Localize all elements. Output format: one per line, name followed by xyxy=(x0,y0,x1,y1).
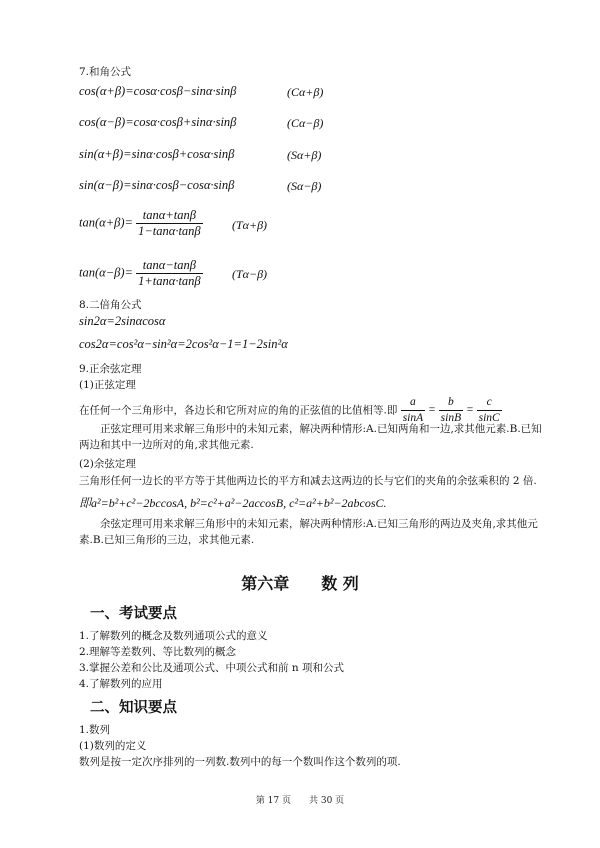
section-7-title: 7.和角公式 xyxy=(79,66,132,78)
exam-item-4: 4.了解数列的应用 xyxy=(79,678,163,690)
formula-sin-diff: sin(α−β)=sinα·cosβ−cosα·sinβ xyxy=(79,178,235,192)
knowledge-item-1: 1.数列 xyxy=(79,724,111,736)
sine-law-formula xyxy=(401,396,502,424)
formula-sin-diff-tag: (Sα−β) xyxy=(287,179,322,193)
knowledge-item-1-sub: (1)数列的定义 xyxy=(79,740,147,752)
sine-law-sinB: sinB xyxy=(440,412,462,424)
formula-tan-sum-lhs: tan(α+β)= xyxy=(79,215,133,230)
sine-law-sinA: sinA xyxy=(402,412,424,424)
formula-tan-diff xyxy=(79,258,203,289)
formula-tan-diff-tag: (Tα−β) xyxy=(232,267,268,281)
formula-cos-double: cos2α=cos²α−sin²α=2cos²α−1=1−2sin²α xyxy=(79,337,288,351)
section-8-title: 8.二倍角公式 xyxy=(79,299,142,311)
formula-tan-sum-denominator: 1−tanα·tanβ xyxy=(138,224,201,238)
knowledge-points-heading: 二、知识要点 xyxy=(90,700,177,716)
cosine-law-statement: 三角形任何一边长的平方等于其他两边长的平方和减去这两边的长与它们的夹角的余弦乘积的 2 倍. xyxy=(79,475,537,487)
page-footer: 第 17 页 共 30 页 xyxy=(255,796,345,806)
sine-law-intro: 在任何一个三角形中，各边长和它所对应的角的正弦值的比值相等.即 xyxy=(79,404,398,417)
formula-tan-diff-denominator: 1+tanα·tanβ xyxy=(138,274,201,288)
formula-cos-diff-tag: (Cα−β) xyxy=(287,116,324,130)
exam-item-3: 3.掌握公差和公比及通项公式、中项公式和前 n 项和公式 xyxy=(79,662,344,674)
sine-law-a: a xyxy=(401,395,425,411)
formula-tan-sum-fraction xyxy=(136,208,203,239)
exam-item-1: 1.了解数列的概念及数列通项公式的意义 xyxy=(79,630,268,642)
formula-tan-sum-numerator: tanα+tanβ xyxy=(136,208,203,224)
formula-sin-sum: sin(α+β)=sinα·cosβ+cosα·sinβ xyxy=(79,147,235,161)
formula-tan-sum xyxy=(79,208,203,239)
exam-item-2: 2.理解等差数列、等比数列的概念 xyxy=(79,646,237,658)
cosine-law-formula: 即a²=b²+c²−2bccosA, b²=c²+a²−2accosB, c²=a²+b²−2abcosC. xyxy=(79,496,387,510)
formula-tan-sum-tag: (Tα+β) xyxy=(232,218,268,232)
formula-tan-diff-lhs: tan(α−β)= xyxy=(79,265,133,280)
chapter-title: 第六章 数 列 xyxy=(241,574,359,593)
formula-sin-double: sin2α=2sinαcosα xyxy=(79,314,166,328)
cosine-law-heading: (2)余弦定理 xyxy=(79,458,136,470)
formula-tan-diff-fraction xyxy=(136,258,203,289)
sine-law-sinC: sinC xyxy=(478,412,500,424)
sine-law-heading: (1)正弦定理 xyxy=(79,379,136,391)
sequence-definition: 数列是按一定次序排列的一列数.数列中的每一个数叫作这个数列的项. xyxy=(79,756,401,768)
sine-law-b: b xyxy=(439,395,463,411)
formula-sin-sum-tag: (Sα+β) xyxy=(287,148,322,162)
section-9-title: 9.正余弦定理 xyxy=(79,363,142,375)
cosine-law-usage: 余弦定理可用来求解三角形中的未知元素，解决两种情形:A.已知三角形的两边及夹角,求其他元素.B.已知三角形的三边，求其他元素. xyxy=(79,518,538,546)
formula-cos-sum-tag: (Cα+β) xyxy=(287,85,324,99)
exam-points-heading: 一、考试要点 xyxy=(90,606,177,622)
sine-law-usage: 正弦定理可用来求解三角形中的未知元素，解决两种情形:A.已知两角和一边,求其他元素.B.已知两边和其中一边所对的角,求其他元素. xyxy=(79,423,542,451)
formula-cos-diff: cos(α−β)=cosα·cosβ+sinα·sinβ xyxy=(79,115,237,129)
equals-sign-2: = xyxy=(465,404,474,417)
formula-tan-diff-numerator: tanα−tanβ xyxy=(136,258,203,274)
sine-law-c: c xyxy=(477,395,502,411)
formula-cos-sum: cos(α+β)=cosα·cosβ−sinα·sinβ xyxy=(79,84,237,98)
equals-sign-1: = xyxy=(428,404,436,417)
